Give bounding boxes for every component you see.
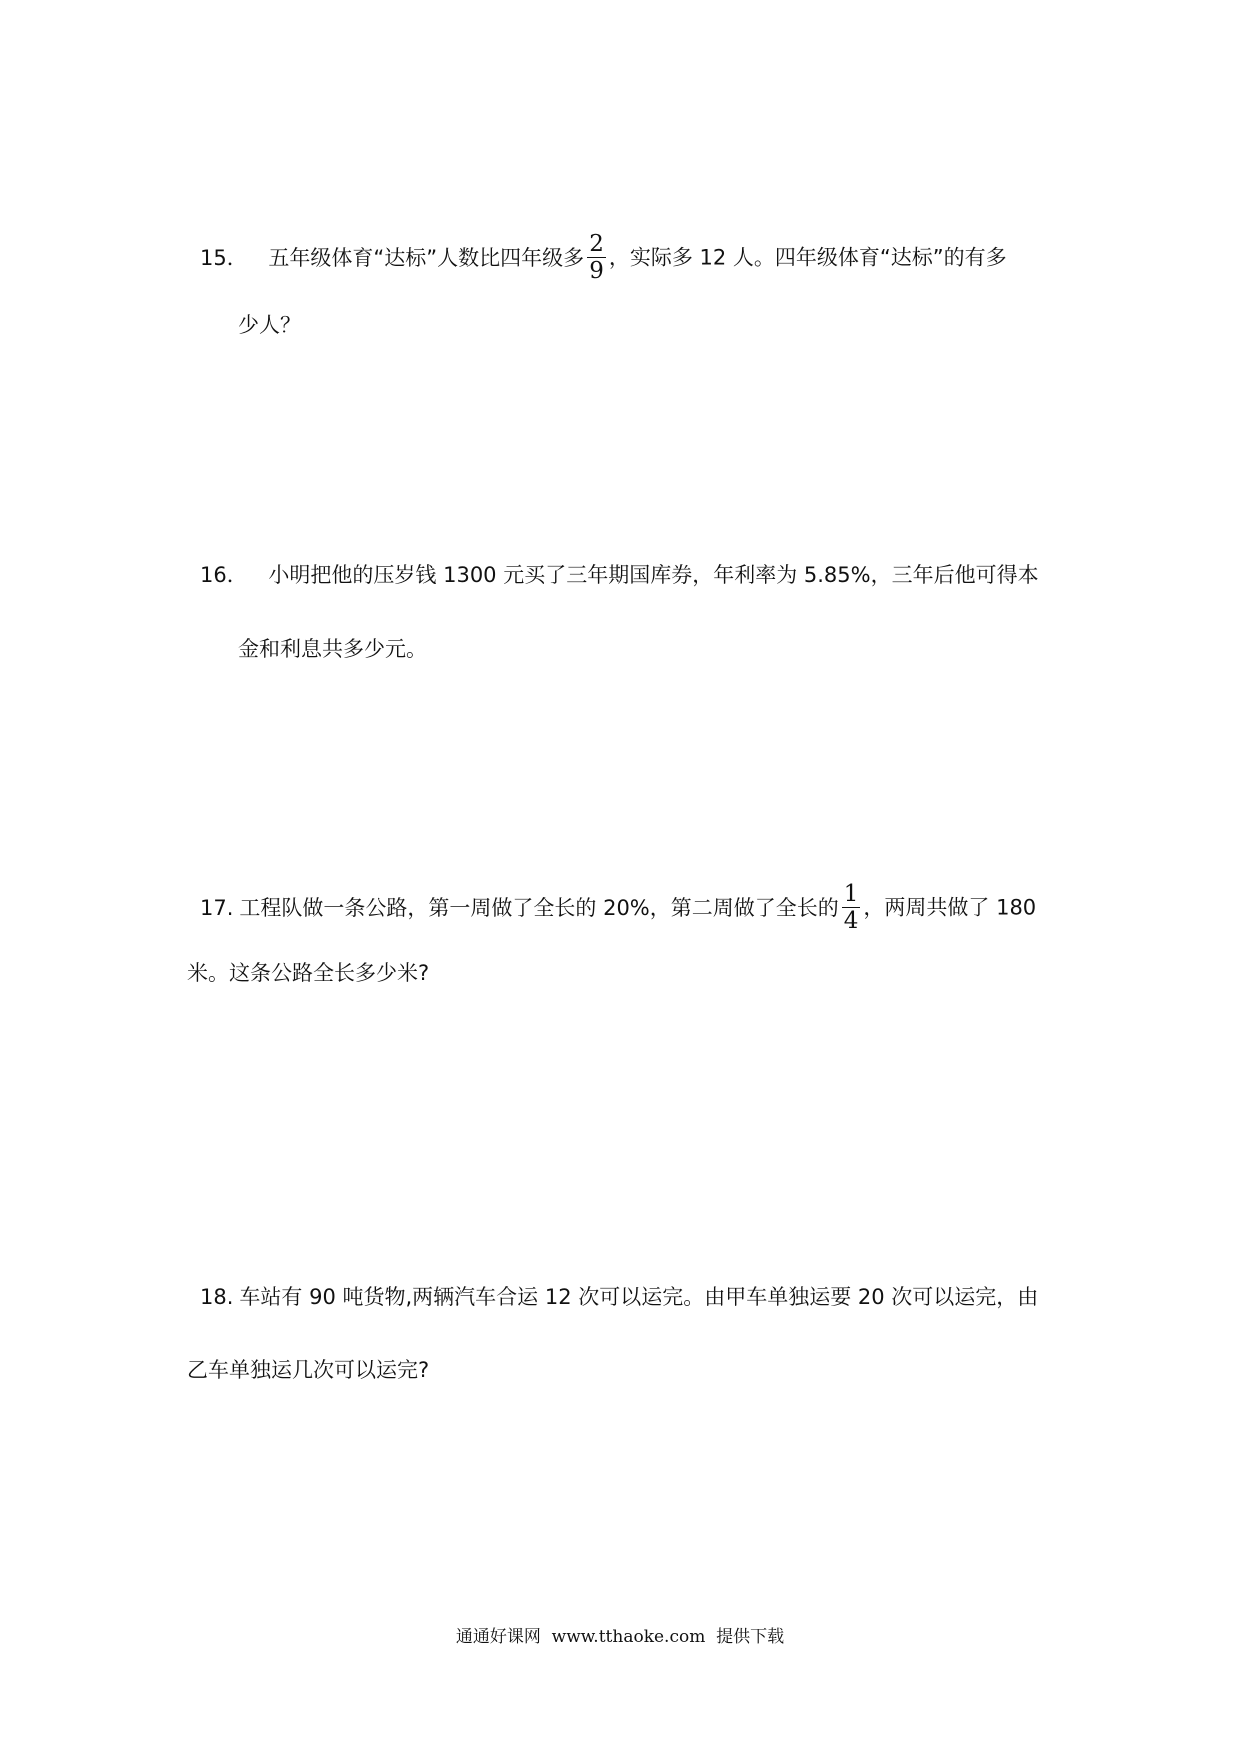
fraction-denominator: 4 xyxy=(843,908,859,934)
problem-17-text-part-1: 工程队做一条公路，第一周做了全长的 20%，第二周做了全长的 xyxy=(239,895,839,920)
fraction-numerator: 2 xyxy=(589,231,604,257)
fraction-numerator: 1 xyxy=(843,881,859,907)
problem-16-line-2: 金和利息共多少元。 xyxy=(238,637,427,661)
fraction-denominator: 9 xyxy=(589,258,604,284)
problem-18-line-1 xyxy=(200,1279,1038,1315)
problem-18-number: 18. xyxy=(200,1285,234,1309)
problem-18-text: 车站有 90 吨货物,两辆汽车合运 12 次可以运完。由甲车单独运要 20 次可以运完，由 xyxy=(239,1285,1039,1309)
problem-16-number: 16． xyxy=(200,563,248,587)
problem-15-text-part-2: ，实际多 12 人。四年级体育“达标”的有多 xyxy=(608,245,1007,270)
problem-15-line-2: 少人？ xyxy=(238,313,301,337)
problem-15-text-part-1: 五年级体育“达标”人数比四年级多 xyxy=(268,245,585,270)
problem-16-text: 小明把他的压岁钱 1300 元买了三年期国库券，年利率为 5.85%，三年后他可得本 xyxy=(268,563,1039,587)
problem-17-text-part-2: ，两周共做了 180 xyxy=(863,895,1037,920)
problem-16-line-1 xyxy=(200,557,1039,593)
problem-17-line-1 xyxy=(200,881,1037,934)
problem-18-line-2: 乙车单独运几次可以运完? xyxy=(187,1358,430,1382)
problem-17-line-2: 米。这条公路全长多少米? xyxy=(187,961,430,985)
problem-15-number: 15． xyxy=(200,245,248,270)
page-footer: 通通好课网 www.tthaoke.com 提供下载 xyxy=(455,1627,785,1647)
problem-17-fraction xyxy=(842,881,861,934)
problem-17-number: 17. xyxy=(200,895,234,920)
problem-15-fraction xyxy=(587,231,606,284)
problem-15-line-1 xyxy=(200,231,1007,284)
